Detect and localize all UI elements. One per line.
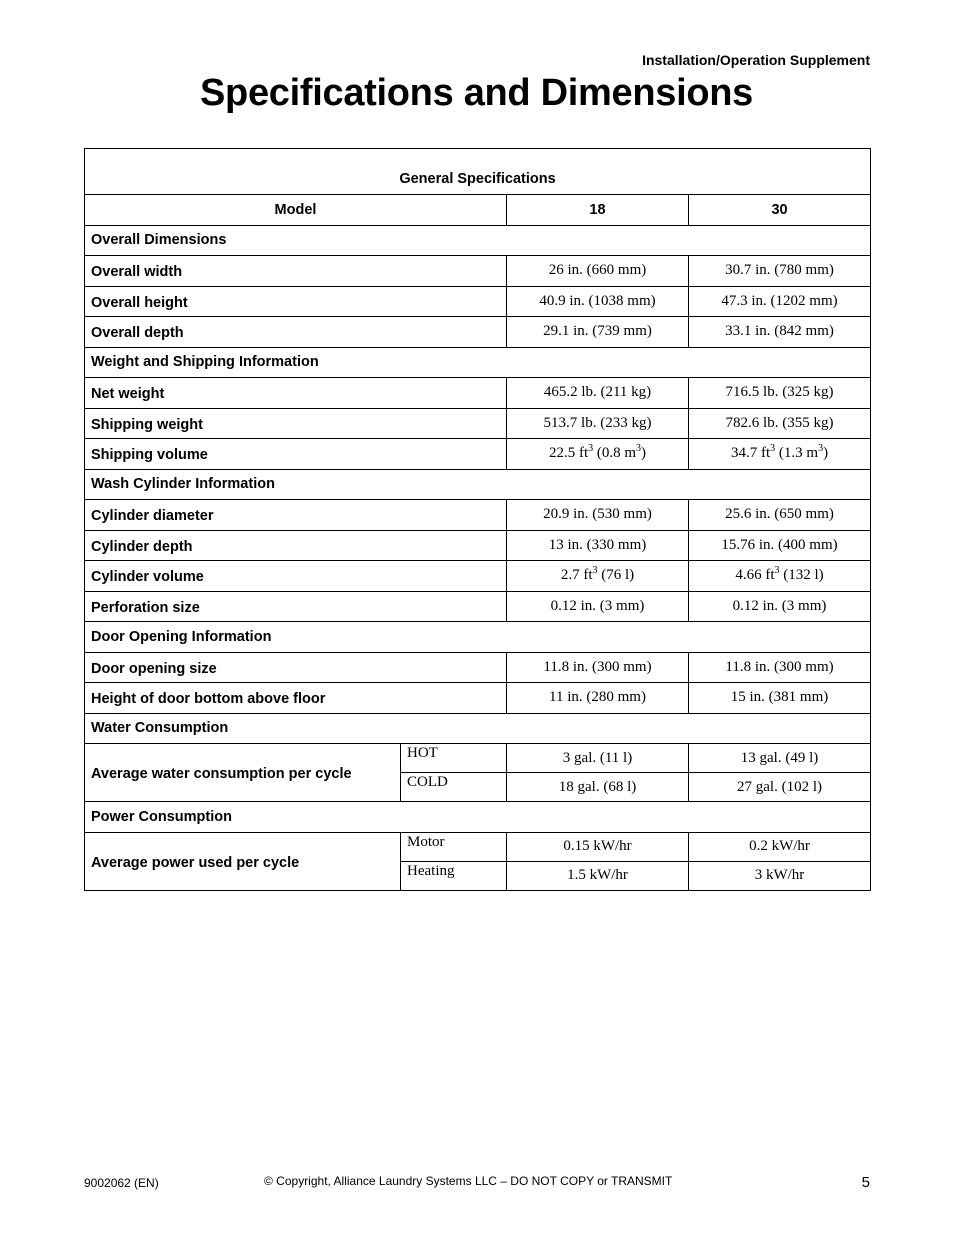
value-18: 13 in. (330 mm)	[507, 530, 689, 561]
table-row	[85, 256, 871, 287]
row-label: Overall width	[85, 256, 507, 287]
value-18: 3 gal. (11 l)	[507, 744, 689, 773]
value-30: 25.6 in. (650 mm)	[689, 500, 871, 531]
sub-label-motor: Motor	[401, 832, 507, 861]
value-30: 30.7 in. (780 mm)	[689, 256, 871, 287]
section-overall-dimensions: Overall Dimensions	[85, 225, 871, 256]
section-water-consumption: Water Consumption	[85, 713, 871, 744]
value-text: (132 l)	[779, 567, 824, 584]
value-30: 0.2 kW/hr	[689, 832, 871, 861]
model-header: Model	[85, 195, 507, 226]
value-30: 782.6 lb. (355 kg)	[689, 408, 871, 439]
value-text: )	[641, 445, 647, 462]
row-label: Height of door bottom above floor	[85, 683, 507, 714]
value-18	[507, 561, 689, 592]
model-30-header: 30	[689, 195, 871, 226]
row-label: Cylinder depth	[85, 530, 507, 561]
value-18: 465.2 lb. (211 kg)	[507, 378, 689, 409]
value-18: 20.9 in. (530 mm)	[507, 500, 689, 531]
table-row	[85, 744, 871, 773]
general-specifications-table	[84, 148, 871, 891]
value-text: (1.3 m	[775, 445, 819, 462]
value-18: 29.1 in. (739 mm)	[507, 317, 689, 348]
page-number: 5	[861, 1174, 870, 1191]
supplement-header: Installation/Operation Supplement	[642, 52, 870, 68]
row-label: Shipping weight	[85, 408, 507, 439]
value-18: 11.8 in. (300 mm)	[507, 652, 689, 683]
row-label: Average power used per cycle	[85, 832, 401, 890]
row-label: Net weight	[85, 378, 507, 409]
copyright-notice: © Copyright, Alliance Laundry Systems LLC – DO NOT COPY or TRANSMIT	[264, 1174, 673, 1188]
model-18-header: 18	[507, 195, 689, 226]
table-caption: General Specifications	[85, 149, 871, 195]
table-row	[85, 652, 871, 683]
value-18: 18 gal. (68 l)	[507, 773, 689, 802]
value-18: 1.5 kW/hr	[507, 861, 689, 890]
section-power-consumption: Power Consumption	[85, 802, 871, 833]
sub-label-heating: Heating	[401, 861, 507, 890]
value-30: 47.3 in. (1202 mm)	[689, 286, 871, 317]
value-30: 15 in. (381 mm)	[689, 683, 871, 714]
value-text: )	[823, 445, 829, 462]
value-30	[689, 561, 871, 592]
section-wash-cylinder: Wash Cylinder Information	[85, 469, 871, 500]
page-title: Specifications and Dimensions	[200, 72, 753, 114]
table-row	[85, 378, 871, 409]
value-text: 2.7 ft	[560, 567, 593, 584]
exponent: 3	[770, 443, 776, 455]
sub-label-cold: COLD	[401, 773, 507, 802]
exponent: 3	[592, 565, 598, 577]
value-30: 716.5 lb. (325 kg)	[689, 378, 871, 409]
row-label: Average water consumption per cycle	[85, 744, 401, 802]
section-door-opening: Door Opening Information	[85, 622, 871, 653]
table-row	[85, 317, 871, 348]
value-30: 27 gal. (102 l)	[689, 773, 871, 802]
exponent: 3	[588, 443, 594, 455]
value-text: 34.7 ft	[730, 445, 771, 462]
value-30	[689, 439, 871, 470]
table-row	[85, 832, 871, 861]
section-weight-shipping: Weight and Shipping Information	[85, 347, 871, 378]
row-label: Shipping volume	[85, 439, 507, 470]
table-row	[85, 530, 871, 561]
value-18: 40.9 in. (1038 mm)	[507, 286, 689, 317]
value-30: 15.76 in. (400 mm)	[689, 530, 871, 561]
exponent: 3	[636, 443, 642, 455]
sub-label-hot: HOT	[401, 744, 507, 773]
row-label: Overall depth	[85, 317, 507, 348]
table-row	[85, 591, 871, 622]
table-header-row	[85, 195, 871, 226]
table-row	[85, 561, 871, 592]
value-18: 513.7 lb. (233 kg)	[507, 408, 689, 439]
table-row	[85, 683, 871, 714]
value-30: 33.1 in. (842 mm)	[689, 317, 871, 348]
value-text: 4.66 ft	[735, 567, 775, 584]
document-number: 9002062 (EN)	[84, 1176, 159, 1190]
value-30: 13 gal. (49 l)	[689, 744, 871, 773]
row-label: Door opening size	[85, 652, 507, 683]
row-label: Cylinder diameter	[85, 500, 507, 531]
value-text: (0.8 m	[593, 445, 637, 462]
value-18: 0.15 kW/hr	[507, 832, 689, 861]
row-label: Perforation size	[85, 591, 507, 622]
value-text: 22.5 ft	[548, 445, 589, 462]
table-row	[85, 500, 871, 531]
value-30: 0.12 in. (3 mm)	[689, 591, 871, 622]
value-text: (76 l)	[597, 567, 635, 584]
value-18	[507, 439, 689, 470]
value-30: 3 kW/hr	[689, 861, 871, 890]
row-label: Cylinder volume	[85, 561, 507, 592]
table-row	[85, 286, 871, 317]
value-30: 11.8 in. (300 mm)	[689, 652, 871, 683]
exponent: 3	[818, 443, 824, 455]
table-row	[85, 439, 871, 470]
row-label: Overall height	[85, 286, 507, 317]
table-row	[85, 408, 871, 439]
value-18: 11 in. (280 mm)	[507, 683, 689, 714]
value-18: 0.12 in. (3 mm)	[507, 591, 689, 622]
value-18: 26 in. (660 mm)	[507, 256, 689, 287]
exponent: 3	[774, 565, 780, 577]
